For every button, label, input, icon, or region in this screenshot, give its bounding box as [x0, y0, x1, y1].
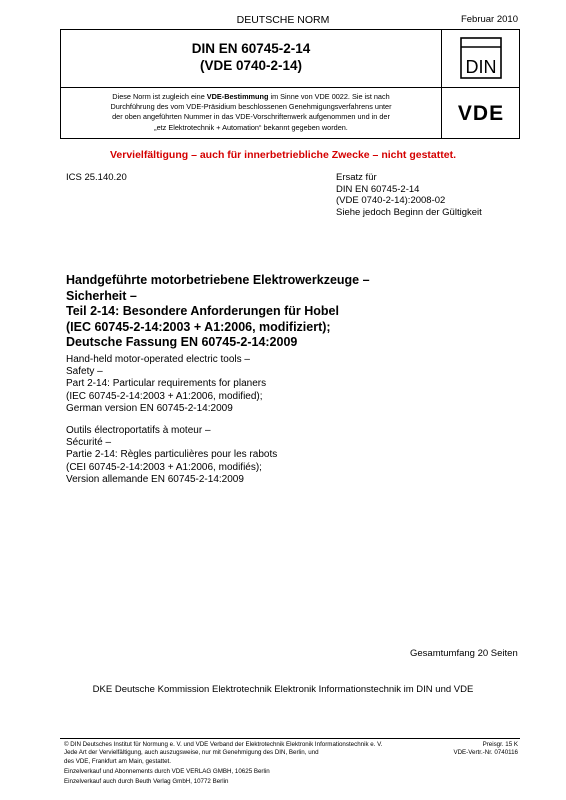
- din-logo: [459, 36, 503, 80]
- sales-vde-verlag: Einzelverkauf und Abonnements durch VDE VERLAG GMBH, 10625 Berlin: [64, 768, 270, 775]
- box-horizontal-divider: [61, 87, 519, 88]
- price-line: Preisgr. 15 K: [482, 741, 518, 748]
- replacement-notice: [336, 172, 482, 219]
- replacement-line: DIN EN 60745-2-14: [336, 183, 420, 195]
- note-text: der oben angeführten Nummer in das VDE-Vorschriftenwerk aufgenommen und in der: [112, 112, 390, 122]
- title-line: German version EN 60745-2-14:2009: [66, 402, 233, 414]
- vde-number-line: (VDE 0740-2-14): [199, 58, 303, 73]
- replacement-line: (VDE 0740-2-14):2008-02: [336, 195, 446, 207]
- footer-divider: [60, 738, 520, 739]
- title-line: Version allemande EN 60745-2-14:2009: [66, 473, 244, 485]
- title-line: Deutsche Fassung EN 60745-2-14:2009: [66, 335, 298, 349]
- title-line: Part 2-14: Particular requirements for planers: [66, 378, 267, 390]
- title-line: (IEC 60745-2-14:2003 + A1:2006, modified);: [66, 390, 263, 402]
- copyright-notice: [64, 741, 424, 766]
- title-line: Outils électroportatifs à moteur –: [66, 425, 211, 436]
- copyright-line: des VDE, Frankfurt am Main, gestattet.: [64, 757, 171, 765]
- norm-number: [61, 40, 441, 74]
- vde-regulation-note: [67, 92, 435, 133]
- title-line: Sécurité –: [66, 437, 112, 449]
- reproduction-warning: Vervielfältigung – auch für innerbetriebliche Zwecke – nicht gestattet.: [109, 149, 456, 161]
- replacement-line: Ersatz für: [336, 172, 377, 183]
- title-line: Hand-held motor-operated electric tools –: [66, 354, 250, 365]
- publication-date: Februar 2010: [460, 14, 518, 25]
- price-line: VDE-Vertr.-Nr. 0740116: [453, 749, 518, 757]
- title-line: (IEC 60745-2-14:2003 + A1:2006, modifiziert);: [66, 319, 331, 334]
- note-text: Durchführung des vom VDE-Präsidium beschlossenen Genehmigungsverfahrens unter: [110, 102, 392, 112]
- note-text: „etz Elektrotechnik + Automation“ bekannt gegeben worden.: [154, 122, 348, 132]
- copyright-line: © DIN Deutsches Institut für Normung e. V. und VDE Verband der Elektrotechnik Elektronik Informationstechnik e. V.: [64, 741, 383, 748]
- copyright-line: Jede Art der Vervielfältigung, auch auszugsweise, nur mit Genehmigung des DIN, Berlin, und: [64, 749, 319, 757]
- vde-logo: VDE: [457, 102, 505, 125]
- sales-beuth-verlag: Einzelverkauf auch durch Beuth Verlag GmbH, 10772 Berlin: [64, 778, 229, 785]
- title-line: Teil 2-14: Besondere Anforderungen für Hobel: [66, 304, 339, 318]
- note-text: im Sinne von VDE 0022. Sie ist nach: [268, 92, 390, 101]
- title-line: Partie 2-14: Règles particulières pour les rabots: [66, 449, 278, 461]
- title-line: Sicherheit –: [66, 288, 137, 303]
- price-group: [453, 741, 518, 758]
- title-french: [66, 425, 506, 486]
- norm-identification-box: [60, 29, 520, 139]
- note-text: Diese Norm ist zugleich eine: [112, 92, 207, 101]
- dke-commission: DKE Deutsche Kommission Elektrotechnik Elektronik Informationstechnik im DIN und VDE: [92, 684, 474, 695]
- note-emphasis: VDE-Bestimmung: [206, 92, 269, 101]
- title-line: Handgeführte motorbetriebene Elektrowerkzeuge –: [66, 273, 370, 287]
- norm-number-line: DIN EN 60745-2-14: [191, 41, 311, 56]
- box-vertical-divider: [441, 30, 442, 138]
- total-pages: Gesamtumfang 20 Seiten: [410, 648, 518, 659]
- title-german: [66, 273, 506, 351]
- replacement-line: Siehe jedoch Beginn der Gültigkeit: [336, 207, 482, 219]
- document-type-header: DEUTSCHE NORM: [236, 14, 330, 26]
- din-logo-text: DIN: [465, 57, 497, 77]
- title-english: [66, 354, 506, 415]
- ics-code: ICS 25.140.20: [66, 172, 127, 183]
- title-line: (CEI 60745-2-14:2003 + A1:2006, modifiés);: [66, 461, 262, 473]
- title-line: Safety –: [66, 366, 103, 378]
